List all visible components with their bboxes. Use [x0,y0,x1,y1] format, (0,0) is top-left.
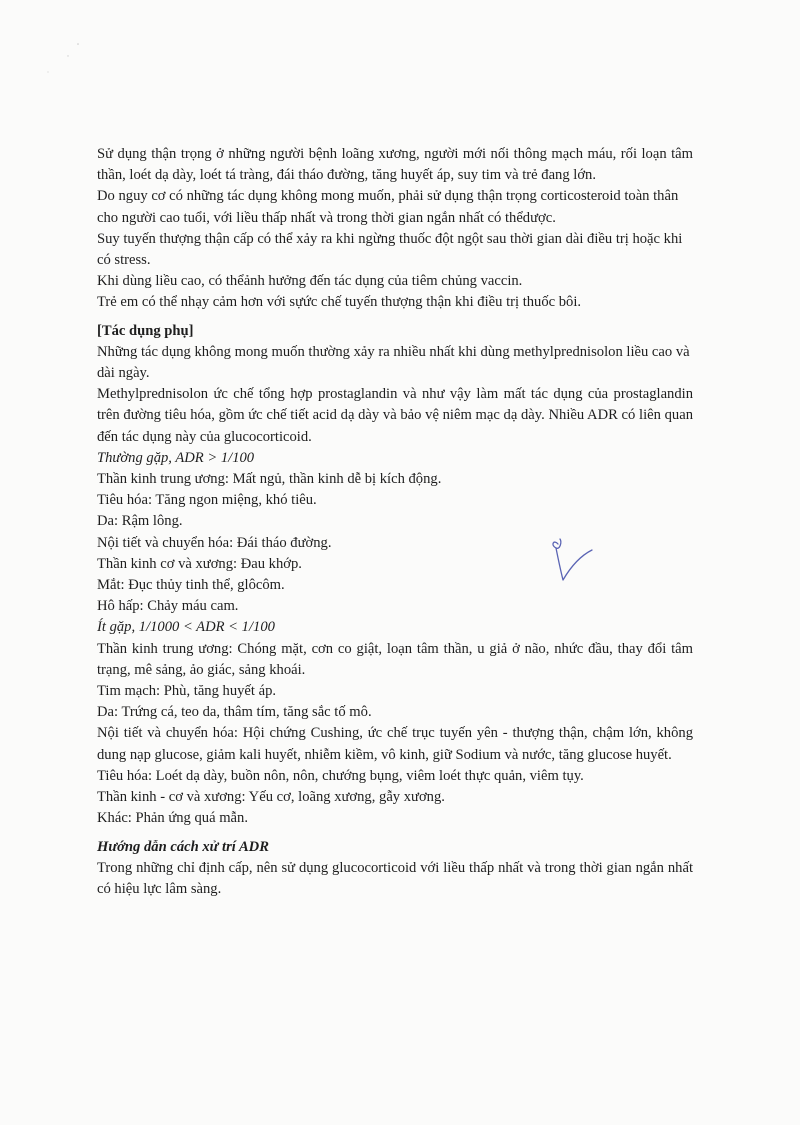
list-item: Nội tiết và chuyển hóa: Hội chứng Cushing, ức chế trục tuyến yên - thượng thận, chậm lớn, không dung nạp glucose, giảm kali huyết, nhiễm kiềm, vô kinh, giữ Sodium và nước, tăng glucose huyết. [97,725,693,763]
handwritten-mark [548,536,598,588]
precaution-paragraph: Suy tuyến thượng thận cấp có thể xảy ra khi ngừng thuốc đột ngột sau thời gian dài điều trị hoặc khi có stress. [97,230,683,269]
precaution-paragraph: Khi dùng liều cao, có thểảnh hưởng đến tác dụng của tiêm chủng vaccin. [97,273,523,290]
list-item: Tiêu hóa: Loét dạ dày, buồn nôn, nôn, chướng bụng, viêm loét thực quản, viêm tụy. [97,767,584,784]
side-effects-heading: [Tác dụng phụ] [97,322,194,339]
rare-frequency-heading: Ít gặp, 1/1000 < ADR < 1/100 [97,619,275,636]
common-frequency-heading: Thường gặp, ADR > 1/100 [97,449,255,466]
list-item: Thần kinh cơ và xương: Đau khớp. [97,555,302,572]
list-item: Da: Trứng cá, teo da, thâm tím, tăng sắc tố mô. [97,704,372,721]
side-effects-intro: Methylprednisolon ức chế tổng hợp prostaglandin và như vậy làm mất tác dụng của prostaglandin trên đường tiêu hóa, gồm ức chế tiết acid dạ dày và bảo vệ niêm mạc dạ dày. Nhiều ADR có liên quan đến tác dụng này của glucocorticoid. [97,386,693,445]
list-item: Thần kinh trung ương: Chóng mặt, cơn co giật, loạn tâm thần, u giả ở não, nhức đầu, thay đổi tâm trạng, mê sảng, ảo giác, sảng khoái. [97,640,693,678]
precaution-paragraph: Sử dụng thận trọng ở những người bệnh loãng xương, người mới nối thông mạch máu, rối loạn tâm thần, loét dạ dày, loét tá tràng, đái tháo đường, tăng huyết áp, suy tim và trẻ đang lớn. [97,146,693,184]
list-item: Thần kinh trung ương: Mất ngủ, thần kinh dễ bị kích động. [97,471,442,488]
list-item: Thần kinh - cơ và xương: Yếu cơ, loãng xương, gẫy xương. [97,789,445,806]
list-item: Mắt: Đục thủy tinh thể, glôcôm. [97,577,285,594]
scan-speck [40,40,90,80]
list-item: Da: Rậm lông. [97,513,183,530]
adr-guidance-heading: Hướng dẫn cách xử trí ADR [97,838,269,855]
list-item: Hô hấp: Chảy máu cam. [97,598,239,615]
list-item: Tim mạch: Phù, tăng huyết áp. [97,683,277,700]
list-item: Khác: Phản ứng quá mẫn. [97,810,248,827]
list-item: Tiêu hóa: Tăng ngon miệng, khó tiêu. [97,492,317,509]
adr-guidance-text: Trong những chỉ định cấp, nên sử dụng glucocorticoid với liều thấp nhất và trong thời gian ngắn nhất có hiệu lực lâm sàng. [97,859,693,897]
list-item: Nội tiết và chuyển hóa: Đái tháo đường. [97,534,332,551]
precaution-paragraph: Trẻ em có thể nhạy cảm hơn với sựức chế tuyến thượng thận khi điều trị thuốc bôi. [97,294,582,311]
document-body [97,144,693,900]
side-effects-intro: Những tác dụng không mong muốn thường xảy ra nhiều nhất khi dùng methylprednisolon liều cao và dài ngày. [97,343,690,382]
precaution-paragraph: Do nguy cơ có những tác dụng không mong muốn, phải sử dụng thận trọng corticosteroid toàn thân cho người cao tuổi, với liều thấp nhất và trong thời gian ngắn nhất có thểdược. [97,188,679,226]
